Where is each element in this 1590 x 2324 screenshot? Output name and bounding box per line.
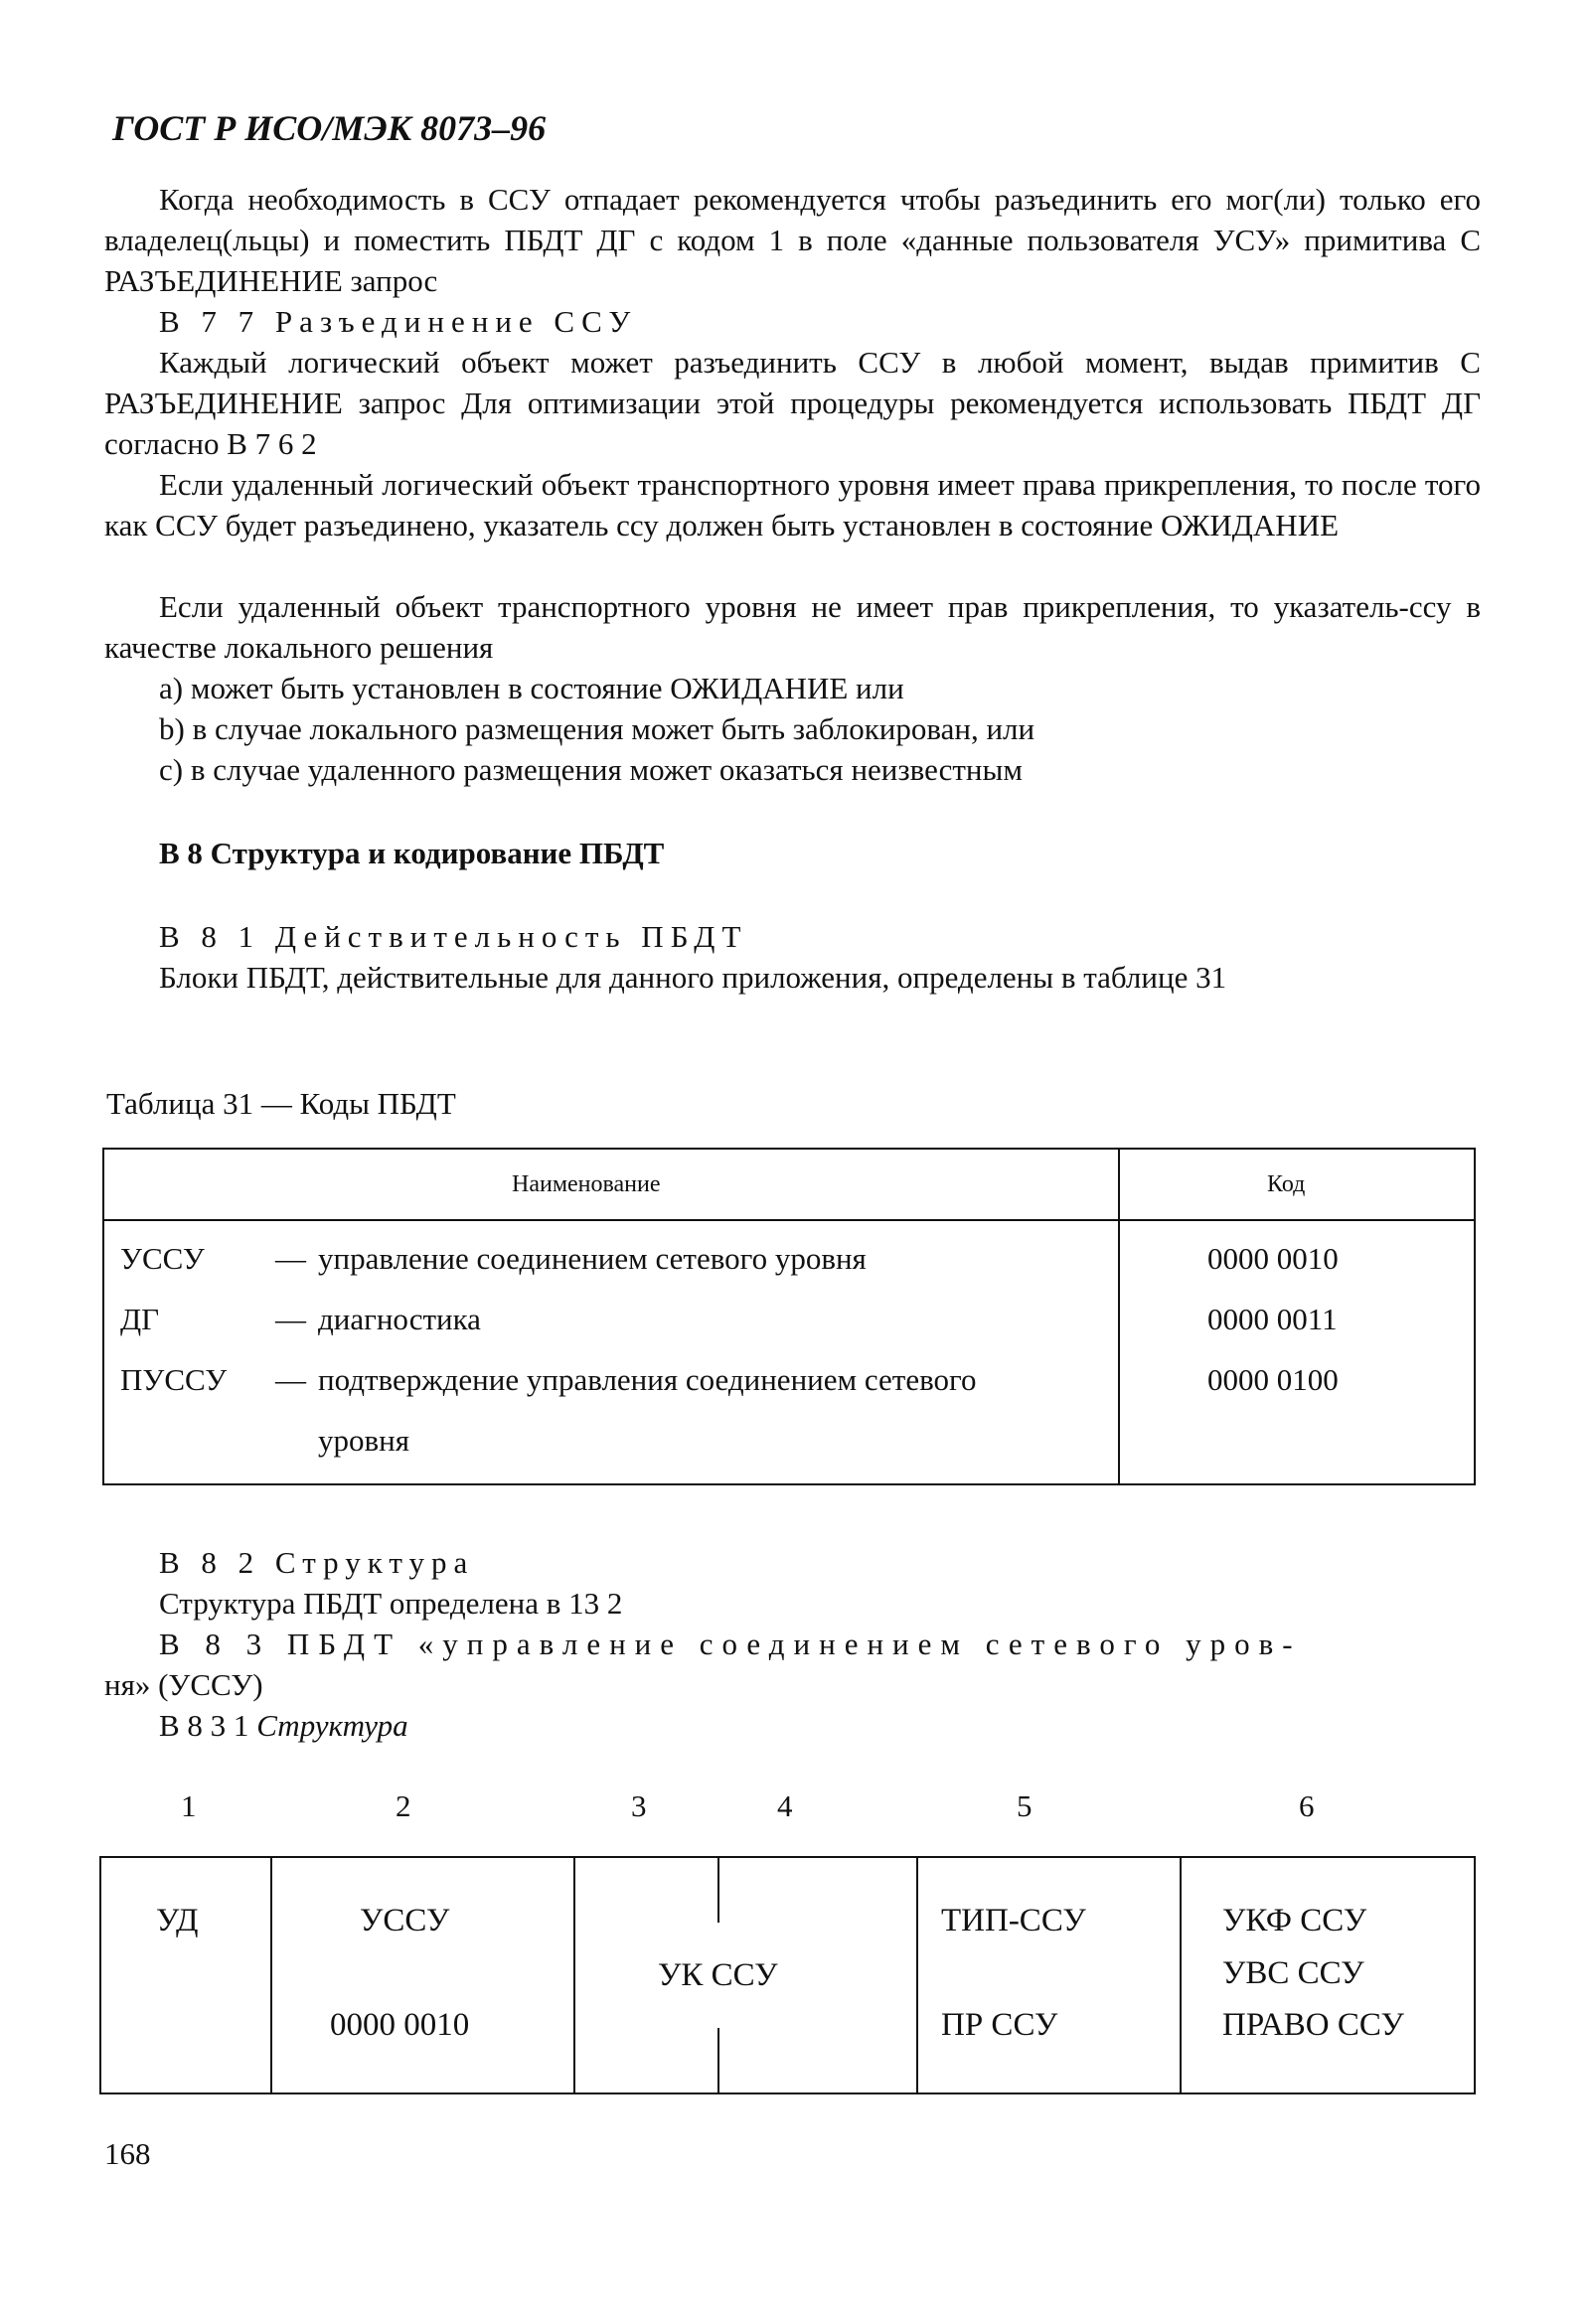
list-item-a: а) может быть установлен в состояние ОЖИДАНИЕ или [159, 671, 904, 705]
table-row-dash: — [275, 1362, 306, 1397]
cell-uvs-ssu: УВС ССУ [1222, 1955, 1364, 1991]
diagram-divider [573, 1858, 575, 2092]
list-item-b: b) в случае локального размещения может быть заблокирован, или [159, 711, 1035, 746]
section-b83-title: В 8 3 ПБДТ «управление соединением сетевого уров- [159, 1627, 1302, 1661]
cell-ud: УД [156, 1903, 199, 1938]
table-row-abbr: ДГ [120, 1302, 160, 1336]
table-row-abbr: ПУССУ [120, 1362, 228, 1397]
cell-ussu-code: 0000 0010 [330, 2007, 470, 2043]
list-item-c: с) в случае удаленного размещения может оказаться неизвестным [159, 752, 1023, 787]
diagram-divider [916, 1858, 918, 2092]
page-number: 168 [104, 2136, 151, 2171]
codes-table [102, 1148, 1476, 1485]
field-number: 5 [1017, 1788, 1033, 1823]
paragraph-no-rights: Если удаленный объект транспортного уровня не имеет прав прикрепления, то указатель-ссу в качестве локального решения [104, 589, 1481, 665]
table-column-divider [1118, 1150, 1120, 1483]
cell-pr-ssu: ПР ССУ [941, 2007, 1058, 2043]
paragraph-remote-rights: Если удаленный логический объект транспортного уровня имеет права прикрепления, то после того как ССУ будет разъединено, указатель ссу должен быть установлен в состояние ОЖИДАНИЕ [104, 467, 1481, 542]
table-caption: Таблица 31 — Коды ПБДТ [106, 1086, 456, 1121]
document-header: ГОСТ Р ИСО/МЭК 8073–96 [112, 108, 547, 148]
paragraph-disconnect: Каждый логический объект может разъединить ССУ в любой момент, выдав примитив С РАЗЪЕДИНЕНИЕ запрос Для оптимизации этой процедуры рекомендуется использовать ПБДТ ДГ согласно В 7 6 2 [104, 345, 1481, 461]
table-row-code: 0000 0010 [1207, 1241, 1339, 1276]
cell-pravo-ssu: ПРАВО ССУ [1222, 2007, 1404, 2043]
cell-uk-ssu: УК ССУ [658, 1957, 778, 1993]
diagram-field-tick [717, 2028, 719, 2092]
field-number: 2 [396, 1788, 411, 1823]
table-row-code: 0000 0100 [1207, 1362, 1339, 1397]
cell-tip-ssu: ТИП-ССУ [941, 1903, 1086, 1938]
section-b77-title: В 7 7 Разъединение ССУ [159, 304, 638, 339]
section-b82-title: В 8 2 Структура [159, 1545, 475, 1580]
table-row-desc: диагностика [318, 1302, 481, 1336]
diagram-field-tick [717, 1858, 719, 1923]
section-b831-title [104, 1705, 1481, 1746]
cell-ukf-ssu: УКФ ССУ [1222, 1903, 1367, 1938]
section-b8-title: В 8 Структура и кодирование ПБДТ [159, 836, 665, 870]
field-number: 6 [1299, 1788, 1315, 1823]
table-header-name: Наименование [512, 1171, 661, 1197]
paragraph-valid-blocks: Блоки ПБДТ, действительные для данного приложения, определены в таблице 31 [159, 960, 1227, 995]
ussu-structure-diagram [99, 1856, 1476, 2094]
table-row-desc-continued: уровня [318, 1423, 409, 1458]
field-number: 4 [777, 1788, 793, 1823]
section-b831-number: В 8 3 1 [159, 1708, 249, 1743]
table-header-divider [104, 1219, 1474, 1221]
table-row-dash: — [275, 1302, 306, 1336]
table-row-desc: подтверждение управления соединением сетевого [318, 1362, 977, 1397]
diagram-divider [270, 1858, 272, 2092]
table-row-desc: управление соединением сетевого уровня [318, 1241, 867, 1276]
cell-ussu: УССУ [360, 1903, 450, 1938]
section-b83-title-continued: ня» (УССУ) [104, 1667, 263, 1702]
table-header-code: Код [1267, 1171, 1306, 1197]
diagram-divider [1180, 1858, 1182, 2092]
table-row-code: 0000 0011 [1207, 1302, 1338, 1336]
table-row-abbr: УССУ [120, 1241, 205, 1276]
field-number: 3 [631, 1788, 647, 1823]
section-b831-label: Структура [256, 1708, 408, 1743]
field-number: 1 [181, 1788, 197, 1823]
table-row-dash: — [275, 1241, 306, 1276]
section-b81-title: В 8 1 Действительность ПБДТ [159, 919, 748, 954]
paragraph-structure-ref: Структура ПБДТ определена в 13 2 [159, 1586, 623, 1621]
paragraph-release-ssu: Когда необходимость в ССУ отпадает рекомендуется чтобы разъединить его мог(ли) только его владелец(льцы) и поместить ПБДТ ДГ с кодом 1 в поле «данные пользователя УСУ» примитива С РАЗЪЕДИНЕНИЕ запрос [104, 182, 1481, 298]
